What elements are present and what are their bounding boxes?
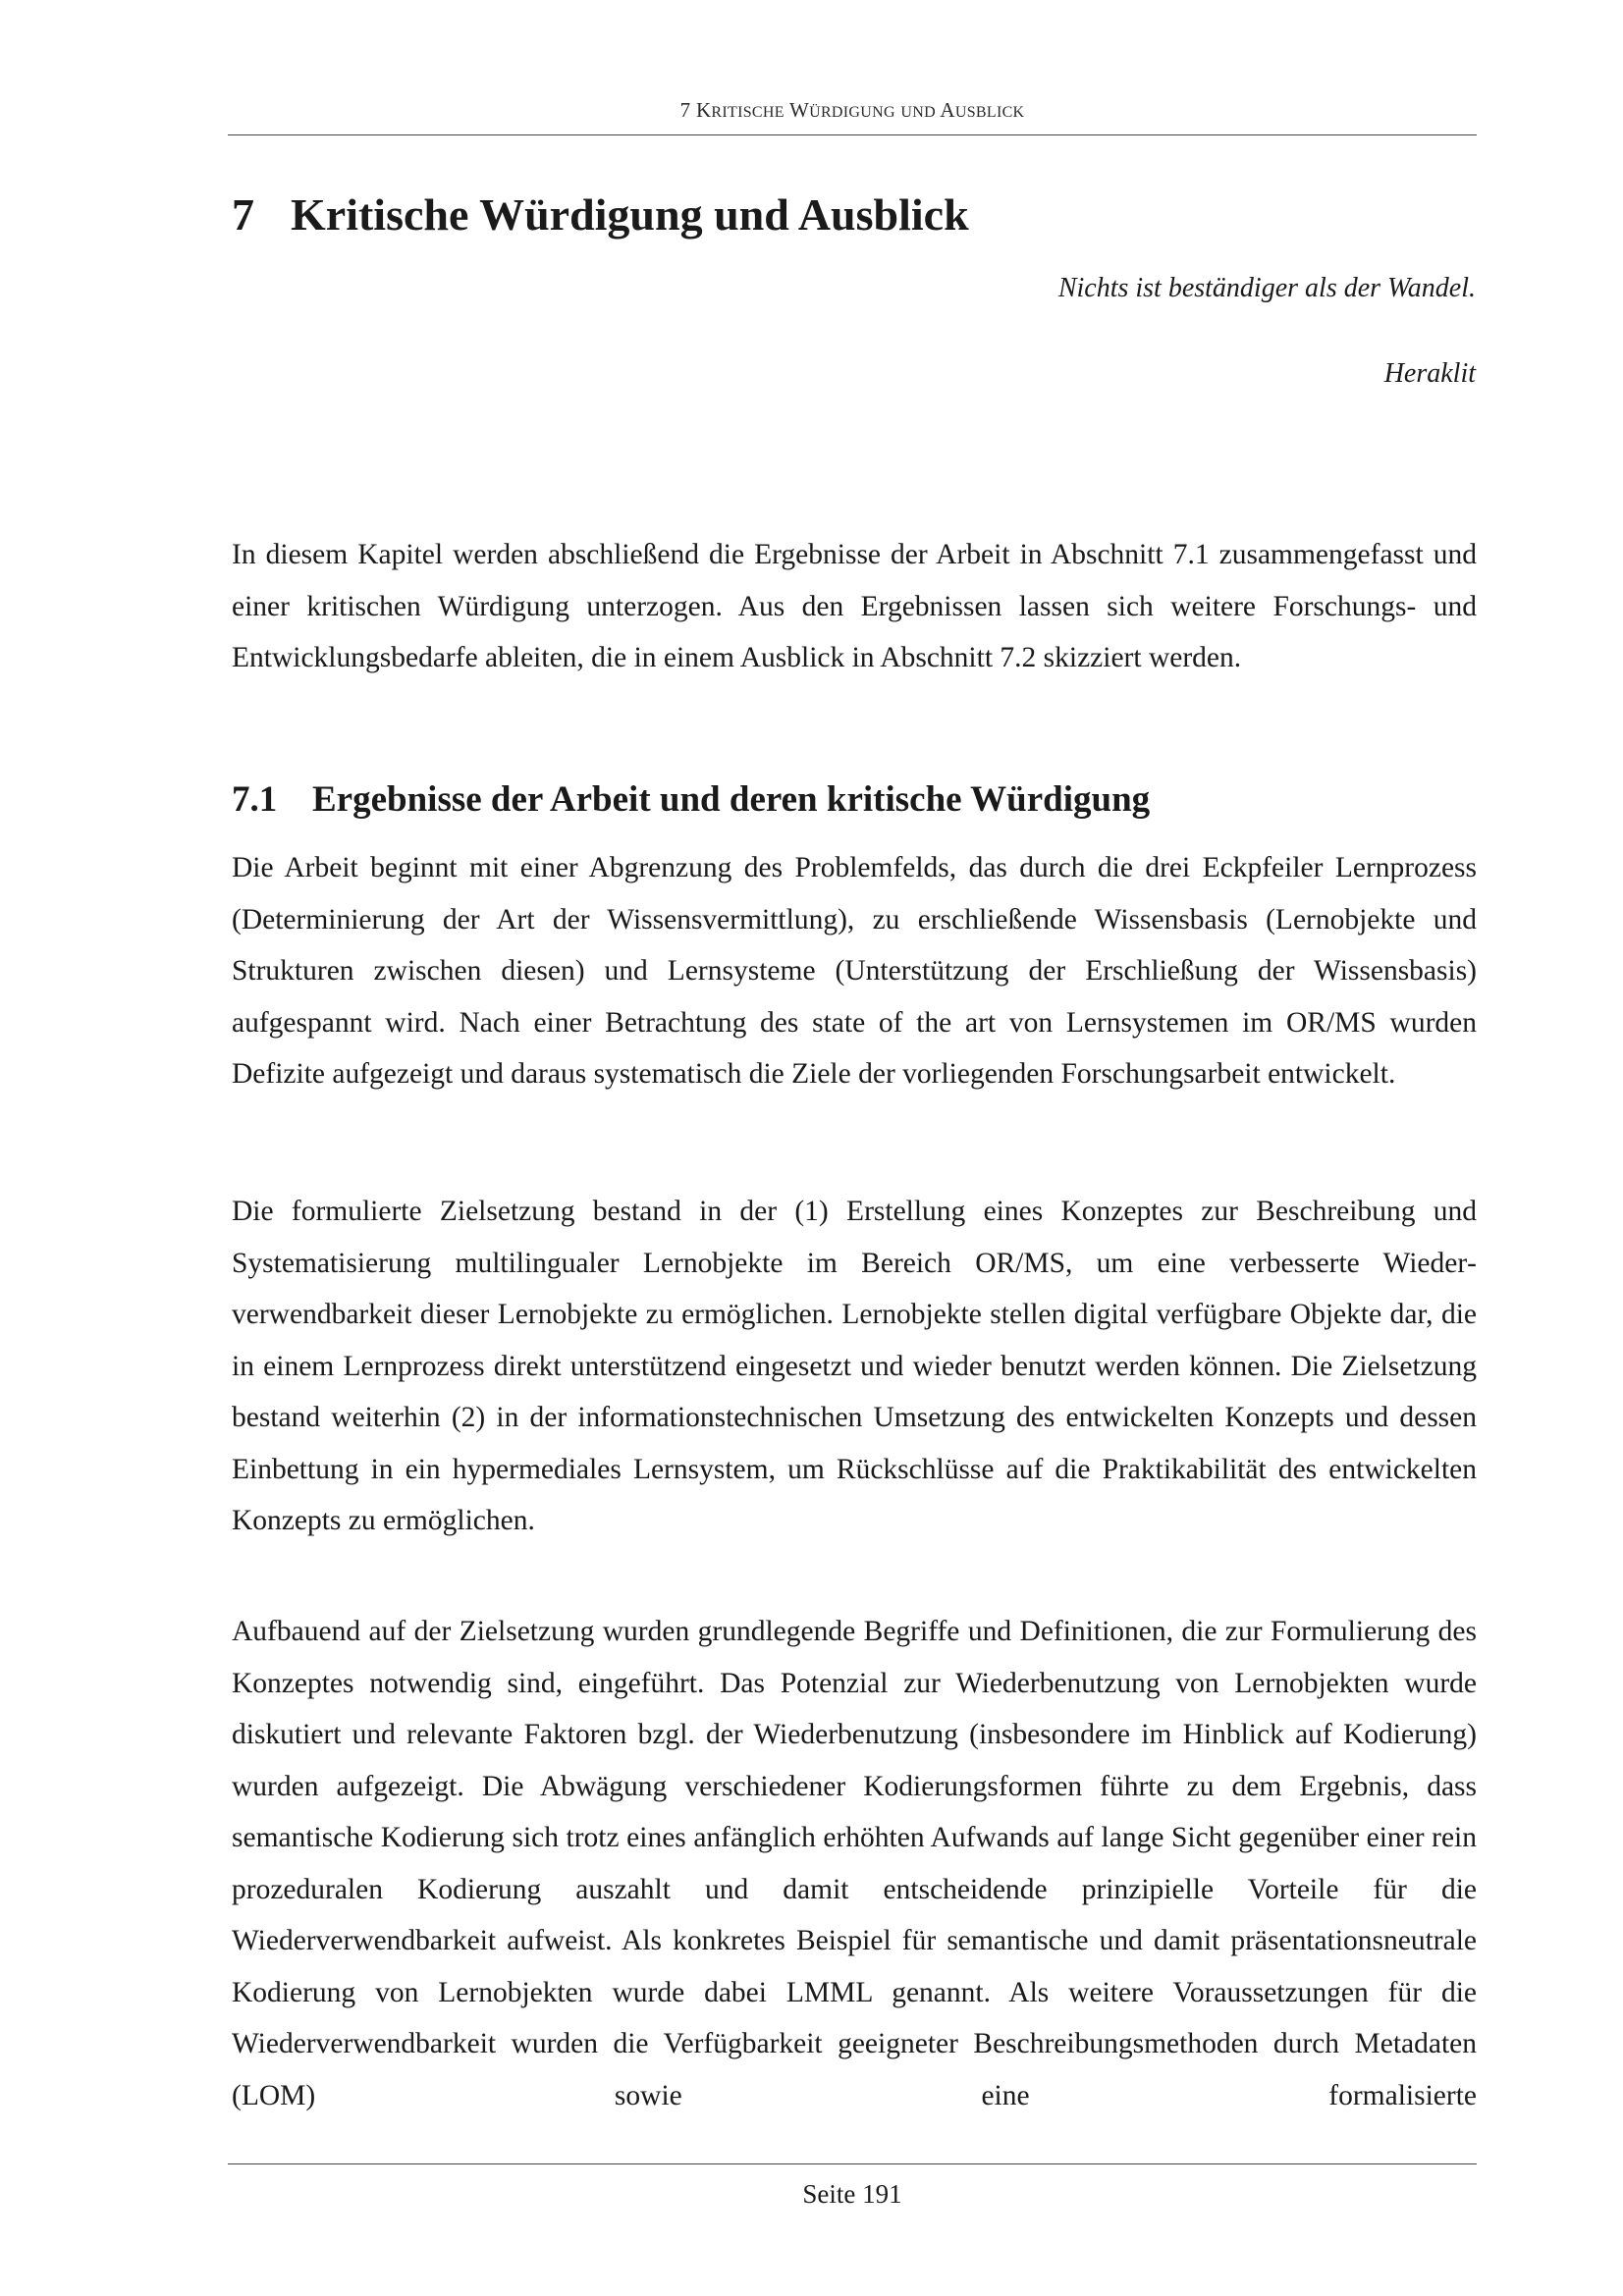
body-paragraph: Aufbauend auf der Zielsetzung wurden grundlegende Begriffe und Definitionen, die zur Formulierung des Konzeptes notwendig sind, eingeführt. Das Potenzial zur Wiederbenutzung von Lernobjekten wurde diskutiert und relevante Faktoren bzgl. der Wiederbenutzung (insbesondere im Hinblick auf Kodierung) wurden aufgezeigt. Die Abwägung verschiedener Kodierungsformen führte zu dem Ergebnis, dass semantische Kodierung sich trotz eines anfänglich erhöhten Aufwands auf lange Sicht gegenüber einer rein prozeduralen Kodierung auszahlt und damit entscheidende prinzipielle Vorteile für die Wiederverwendbarkeit aufweist. Als konkretes Beispiel für semantische und damit präsentationsneutrale Kodierung von Lernobjekten wurde dabei LMML genannt. Als weitere Voraussetzungen für die Wiederverwendbarkeit wurden die Verfügbarkeit geeigneter Beschreibungsmethoden durch Metadaten (LOM) sowie eine formalisierte [232, 1616, 1477, 2111]
chapter-title: Kritische Würdigung und Ausblick [291, 189, 969, 240]
body-paragraph: Die Arbeit beginnt mit einer Abgrenzung des Problemfelds, das durch die drei Eckpfeiler Lernprozess (Determinierung der Art der Wissensvermittlung), zu erschließende Wissensbasis (Lernobjekte und Strukturen zwischen diesen) und Lernsysteme (Unterstützung der Erschließung der Wissensbasis) aufgespannt wird. Nach einer Betrachtung des state of the art von Lernsystemen im OR/MS wurden Defizite aufgezeigt und daraus systematisch die Ziele der vorliegenden Forschungsarbeit entwickelt. [232, 852, 1477, 1090]
running-header-word: W [788, 98, 810, 122]
intro-paragraph: In diesem Kapitel werden abschließend die Ergebnisse der Arbeit in Abschnitt 7.1 zusammengefasst und einer kritischen Würdigung unterzogen. Aus den Ergebnissen lassen sich weitere Forschungs- und Entwicklungsbedarfe ableiten, die in einem Ausblick in Abschnitt 7.2 skizziert werden. [232, 539, 1477, 673]
running-header-word-rest: RITISCHE [711, 104, 784, 121]
running-header [228, 98, 1477, 123]
chapter-heading [232, 188, 969, 240]
running-header-word-rest: UND [900, 104, 936, 121]
body-paragraph: Die formulierte Zielsetzung bestand in der (1) Erstellung eines Konzeptes zur Beschreibung und Systematisierung multilingualer Lernobjekte im Bereich OR/MS, um eine verbesserte Wiederverwendbarkeit dieser Lernobjekte zu ermöglichen. Lernobjekte stellen digital verfügbare Objekte dar, die in einem Lernprozess direkt unterstützend eingesetzt und wieder benutzt werden können. Die Zielsetzung bestand weiterhin (2) in der informationstechnischen Umsetzung des entwickelten Konzepts und dessen Einbettung in ein hypermediales Lernsystem, um Rückschlüsse auf die Praktikabilität des entwickelten Konzepts zu ermöglichen. [232, 1196, 1477, 1536]
running-header-word: K [695, 98, 712, 122]
epigraph-quote: Nichts ist beständiger als der Wandel. [1057, 273, 1476, 303]
section-heading [232, 778, 1150, 821]
running-header-number: 7 [679, 98, 696, 122]
running-header-word-rest: ÜRDIGUNG [809, 104, 895, 121]
page-number: Seite 191 [802, 2179, 902, 2209]
header-divider [228, 134, 1477, 135]
running-header-word: A [940, 98, 955, 122]
chapter-number: 7 [232, 189, 254, 240]
footer-divider [228, 2163, 1477, 2164]
running-header-word-rest: USBLICK [954, 104, 1025, 121]
section-number: 7.1 [232, 779, 278, 820]
epigraph-author: Heraklit [1383, 358, 1476, 389]
section-title: Ergebnisse der Arbeit und deren kritische Würdigung [312, 779, 1151, 820]
